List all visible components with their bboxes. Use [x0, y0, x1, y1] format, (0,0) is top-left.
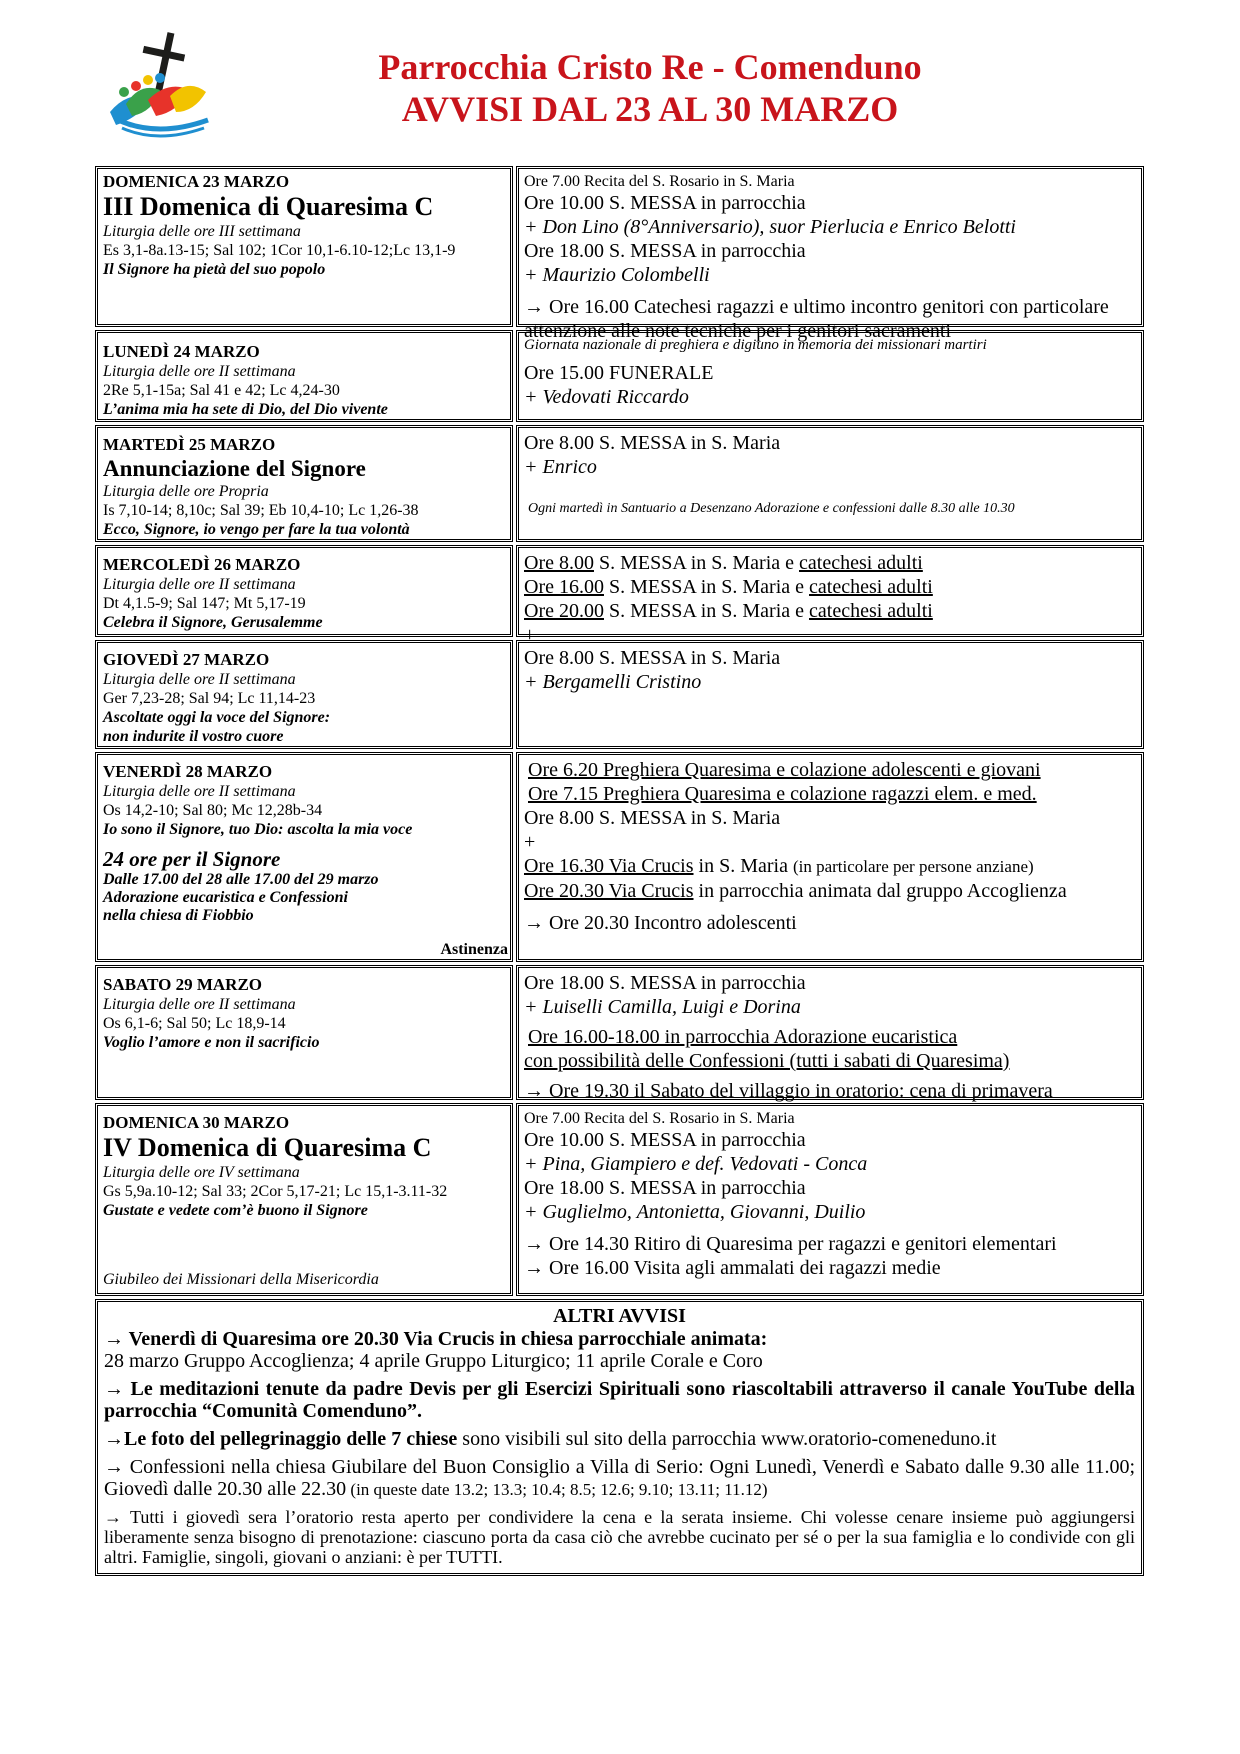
antiphon: Celebra il Signore, Gerusalemme: [103, 614, 323, 631]
day-name: DOMENICA 23 MARZO: [103, 172, 290, 191]
special-event-line: nella chiesa di Fiobbio: [103, 907, 254, 924]
readings: Is 7,10-14; 8,10c; Sal 39; Eb 10,4-10; Lc 1,26-38: [103, 502, 419, 519]
day-name: VENERDÌ 28 MARZO: [103, 762, 273, 781]
day-events: [516, 330, 1144, 422]
day-row: [95, 330, 1144, 422]
event-desc: S. MESSA in S. Maria e: [593, 552, 800, 574]
intention-line: + Vedovati Riccardo: [524, 386, 689, 408]
intention-line: + Pina, Giampiero e def. Vedovati - Conca: [524, 1153, 868, 1175]
event-line: Ore 8.00 S. MESSA in S. Maria: [524, 432, 781, 454]
day-events: [516, 425, 1144, 542]
event-line: Ore 18.00 S. MESSA in parrocchia: [524, 1177, 806, 1199]
schedule-table: [95, 166, 1144, 1576]
event-line: Ore 18.00 S. MESSA in parrocchia: [524, 972, 806, 994]
antiphon: Voglio l’amore e non il sacrificio: [103, 1034, 320, 1051]
intention-line: + Maurizio Colombelli: [524, 264, 710, 286]
notice-text: 28 marzo Gruppo Accoglienza; 4 aprile Gruppo Liturgico; 11 aprile Corale e Coro: [104, 1350, 763, 1372]
special-event-line: Adorazione eucaristica e Confessioni: [103, 889, 348, 906]
event-line: Ore 15.00 FUNERALE: [524, 362, 714, 384]
antiphon: Gustate e vedete com’è buono il Signore: [103, 1202, 368, 1219]
event-desc: in S. Maria: [693, 855, 793, 877]
liturgy-week: Liturgia delle ore II settimana: [103, 671, 296, 688]
day-info: [95, 965, 513, 1100]
day-name: MARTEDÌ 25 MARZO: [103, 435, 276, 454]
liturgy-week: Liturgia delle ore II settimana: [103, 363, 296, 380]
liturgy-week: Liturgia delle ore II settimana: [103, 576, 296, 593]
day-name: MERCOLEDÌ 26 MARZO: [103, 555, 301, 574]
notice-lead: → Venerdì di Quaresima ore 20.30 Via Crucis in chiesa parrocchiale animata:: [104, 1328, 768, 1350]
event-time: Ore 16.30 Via Crucis: [524, 855, 694, 877]
readings: Dt 4,1.5-9; Sal 147; Mt 5,17-19: [103, 595, 306, 612]
notice-text: → Confessioni nella chiesa Giubilare del Buon Consiglio a Villa di Serio: Ogni Lunedì, Venerdì e Sabato dalle 9.30 alle 11.00; Giovedì dalle 20.30 alle 22.30: [104, 1456, 1135, 1500]
note-line: → Ore 20.30 Incontro adolescenti: [524, 912, 797, 934]
event-line: Ore 7.00 Recita del S. Rosario in S. Maria: [524, 173, 795, 190]
day-events: [516, 965, 1144, 1100]
liturgy-week: Liturgia delle ore II settimana: [103, 783, 296, 800]
intention-line: + Don Lino (8°Anniversario), suor Pierlucia e Enrico Belotti: [524, 216, 1016, 238]
readings: Ger 7,23-28; Sal 94; Lc 11,14-23: [103, 690, 316, 707]
liturgy-week: Liturgia delle ore Propria: [103, 483, 269, 500]
readings: Es 3,1-8a.13-15; Sal 102; 1Cor 10,1-6.10-12;Lc 13,1-9: [103, 242, 456, 259]
intention-line: + Enrico: [524, 456, 597, 478]
event-line: Ore 10.00 S. MESSA in parrocchia: [524, 1129, 806, 1151]
event-time: Ore 20.00: [524, 600, 604, 622]
event-line: Ore 8.00 S. MESSA in S. Maria: [524, 807, 781, 829]
event-desc: S. MESSA in S. Maria e: [603, 576, 810, 598]
event-time: Ore 8.00: [524, 552, 594, 574]
event-line: con possibilità delle Confessioni (tutti i sabati di Quaresima): [524, 1050, 1010, 1072]
antiphon: Ascoltate oggi la voce del Signore:: [103, 709, 331, 726]
note-line: → Ore 19.30 il Sabato del villaggio in oratorio: cena di primavera: [524, 1080, 1053, 1102]
event-extra: catechesi adulti: [809, 576, 933, 598]
antiphon: L’anima mia ha sete di Dio, del Dio vivente: [103, 401, 388, 418]
day-info: [95, 166, 513, 327]
day-info: [95, 425, 513, 542]
day-info: [95, 330, 513, 422]
other-notices: [95, 1299, 1144, 1576]
day-events: [516, 166, 1144, 342]
day-info: [95, 545, 513, 637]
notice-period-title: AVVISI DAL 23 AL 30 MARZO: [401, 89, 899, 129]
antiphon: Ecco, Signore, io vengo per fare la tua volontà: [103, 521, 410, 538]
antiphon: Io sono il Signore, tuo Dio: ascolta la mia voce: [103, 821, 413, 838]
fast-label: Astinenza: [440, 941, 508, 958]
day-row: [95, 425, 1144, 542]
event-desc: S. MESSA in S. Maria e: [603, 600, 810, 622]
note-line: → Ore 16.00 Visita agli ammalati dei ragazzi medie: [524, 1257, 941, 1279]
day-events: [516, 1103, 1144, 1296]
day-name: SABATO 29 MARZO: [103, 975, 263, 994]
day-events: [516, 640, 1144, 749]
event-extra: (in particolare per persone anziane): [792, 857, 1034, 876]
event-time: Ore 16.00: [524, 576, 604, 598]
jubilee-note: Giubileo dei Missionari della Misericordia: [103, 1271, 379, 1288]
other-notices-title: ALTRI AVVISI: [553, 1305, 686, 1327]
special-event-line: Dalle 17.00 del 28 alle 17.00 del 29 marzo: [103, 871, 379, 888]
weekly-note: Ogni martedì in Santuario a Desenzano Adorazione e confessioni dalle 8.30 alle 10.30: [528, 501, 1015, 516]
liturgy-week: Liturgia delle ore IV settimana: [103, 1164, 300, 1181]
special-event-title: 24 ore per il Signore: [103, 847, 281, 871]
event-line: [524, 551, 1137, 575]
day-info: [95, 640, 513, 749]
day-events: [516, 545, 1144, 646]
event-line: Ore 7.15 Preghiera Quaresima e colazione ragazzi elem. e med.: [528, 783, 1037, 805]
feast-title: Annunciazione del Signore: [103, 456, 366, 481]
day-name: LUNEDÌ 24 MARZO: [103, 342, 260, 361]
day-events: [516, 752, 1144, 962]
day-row: [95, 166, 1144, 342]
antiphon: Il Signore ha pietà del suo popolo: [103, 261, 326, 278]
event-line: [524, 599, 1137, 623]
day-row: [95, 1103, 1144, 1296]
event-line: Ore 6.20 Preghiera Quaresima e colazione adolescenti e giovani: [528, 759, 1041, 781]
feast-title: III Domenica di Quaresima C: [103, 192, 434, 221]
day-info: [95, 752, 513, 962]
readings: 2Re 5,1-15a; Sal 41 e 42; Lc 4,24-30: [103, 382, 340, 399]
readings: Os 6,1-6; Sal 50; Lc 18,9-14: [103, 1015, 286, 1032]
notice-paragraph: → Le meditazioni tenute da padre Devis per gli Esercizi Spirituali sono riascoltabili attraverso il canale YouTube della parrocchia “Comunità Comenduno”.: [104, 1378, 1135, 1422]
day-name: GIOVEDÌ 27 MARZO: [103, 650, 270, 669]
day-name: DOMENICA 30 MARZO: [103, 1113, 290, 1132]
intention-line: +: [524, 624, 536, 646]
event-line: [524, 854, 1137, 879]
event-line: Ore 16.00-18.00 in parrocchia Adorazione eucaristica: [528, 1026, 958, 1048]
notice-text: sono visibili sul sito della parrocchia www.oratorio-comeneduno.it: [457, 1428, 997, 1450]
readings: Gs 5,9a.10-12; Sal 33; 2Cor 5,17-21; Lc 15,1-3.11-32: [103, 1183, 448, 1200]
jubilee-logo-icon: [98, 20, 228, 160]
event-extra: catechesi adulti: [799, 552, 923, 574]
notice-paragraph: → Tutti i giovedì sera l’oratorio resta aperto per condividere la cena e la serata insieme. Chi volesse cenare insieme può aggiungersi liberamente senza bisogno di prenotazione: ciascuno porta da casa ciò che avrebbe cucinato per sé o per la sua famiglia e lo condivide con gli altri. Famiglie, singoli, giovani o anziani: è per TUTTI.: [104, 1507, 1135, 1567]
day-row: [95, 752, 1144, 962]
notice-lead: →Le foto del pellegrinaggio delle 7 chiese: [104, 1428, 458, 1450]
page-header: [250, 46, 1050, 130]
event-time: Ore 20.30 Via Crucis: [524, 880, 694, 902]
intention-line: + Bergamelli Cristino: [524, 671, 702, 693]
parish-title: Parrocchia Cristo Re - Comenduno: [378, 47, 922, 87]
notice-paragraph: [104, 1428, 1135, 1450]
event-line: [524, 879, 1137, 903]
day-row: [95, 545, 1144, 646]
event-line: Ore 18.00 S. MESSA in parrocchia: [524, 240, 806, 262]
note-line: → Ore 14.30 Ritiro di Quaresima per ragazzi e genitori elementari: [524, 1233, 1057, 1255]
intention-line: + Luiselli Camilla, Luigi e Dorina: [524, 996, 801, 1018]
liturgy-week: Liturgia delle ore II settimana: [103, 996, 296, 1013]
notice-dates: (in queste date 13.2; 13.3; 10.4; 8.5; 12.6; 9.10; 13.11; 11.12): [346, 1480, 768, 1499]
antiphon: non indurite il vostro cuore: [103, 728, 284, 745]
event-line: [524, 575, 1137, 599]
day-note: Giornata nazionale di preghiera e digiuno in memoria dei missionari martiri: [524, 337, 987, 353]
day-row: [95, 965, 1144, 1100]
intention-line: +: [524, 831, 536, 853]
event-extra: catechesi adulti: [809, 600, 933, 622]
feast-title: IV Domenica di Quaresima C: [103, 1133, 432, 1162]
note-line: → Ore 16.00 Catechesi ragazzi e ultimo incontro genitori con particolare attenzione alle note tecniche per i genitori sacramenti: [524, 296, 1109, 342]
day-row: [95, 640, 1144, 749]
liturgy-week: Liturgia delle ore III settimana: [103, 223, 301, 240]
event-line: Ore 10.00 S. MESSA in parrocchia: [524, 192, 806, 214]
notice-paragraph: [104, 1328, 1135, 1372]
jubilee-logo: [98, 20, 228, 160]
day-info: [95, 1103, 513, 1296]
readings: Os 14,2-10; Sal 80; Mc 12,28b-34: [103, 802, 323, 819]
notice-paragraph: [104, 1456, 1135, 1501]
event-line: Ore 8.00 S. MESSA in S. Maria: [524, 647, 781, 669]
event-desc: in parrocchia animata dal gruppo Accoglienza: [693, 880, 1067, 902]
event-line: Ore 7.00 Recita del S. Rosario in S. Maria: [524, 1110, 795, 1127]
intention-line: + Guglielmo, Antonietta, Giovanni, Duilio: [524, 1201, 866, 1223]
